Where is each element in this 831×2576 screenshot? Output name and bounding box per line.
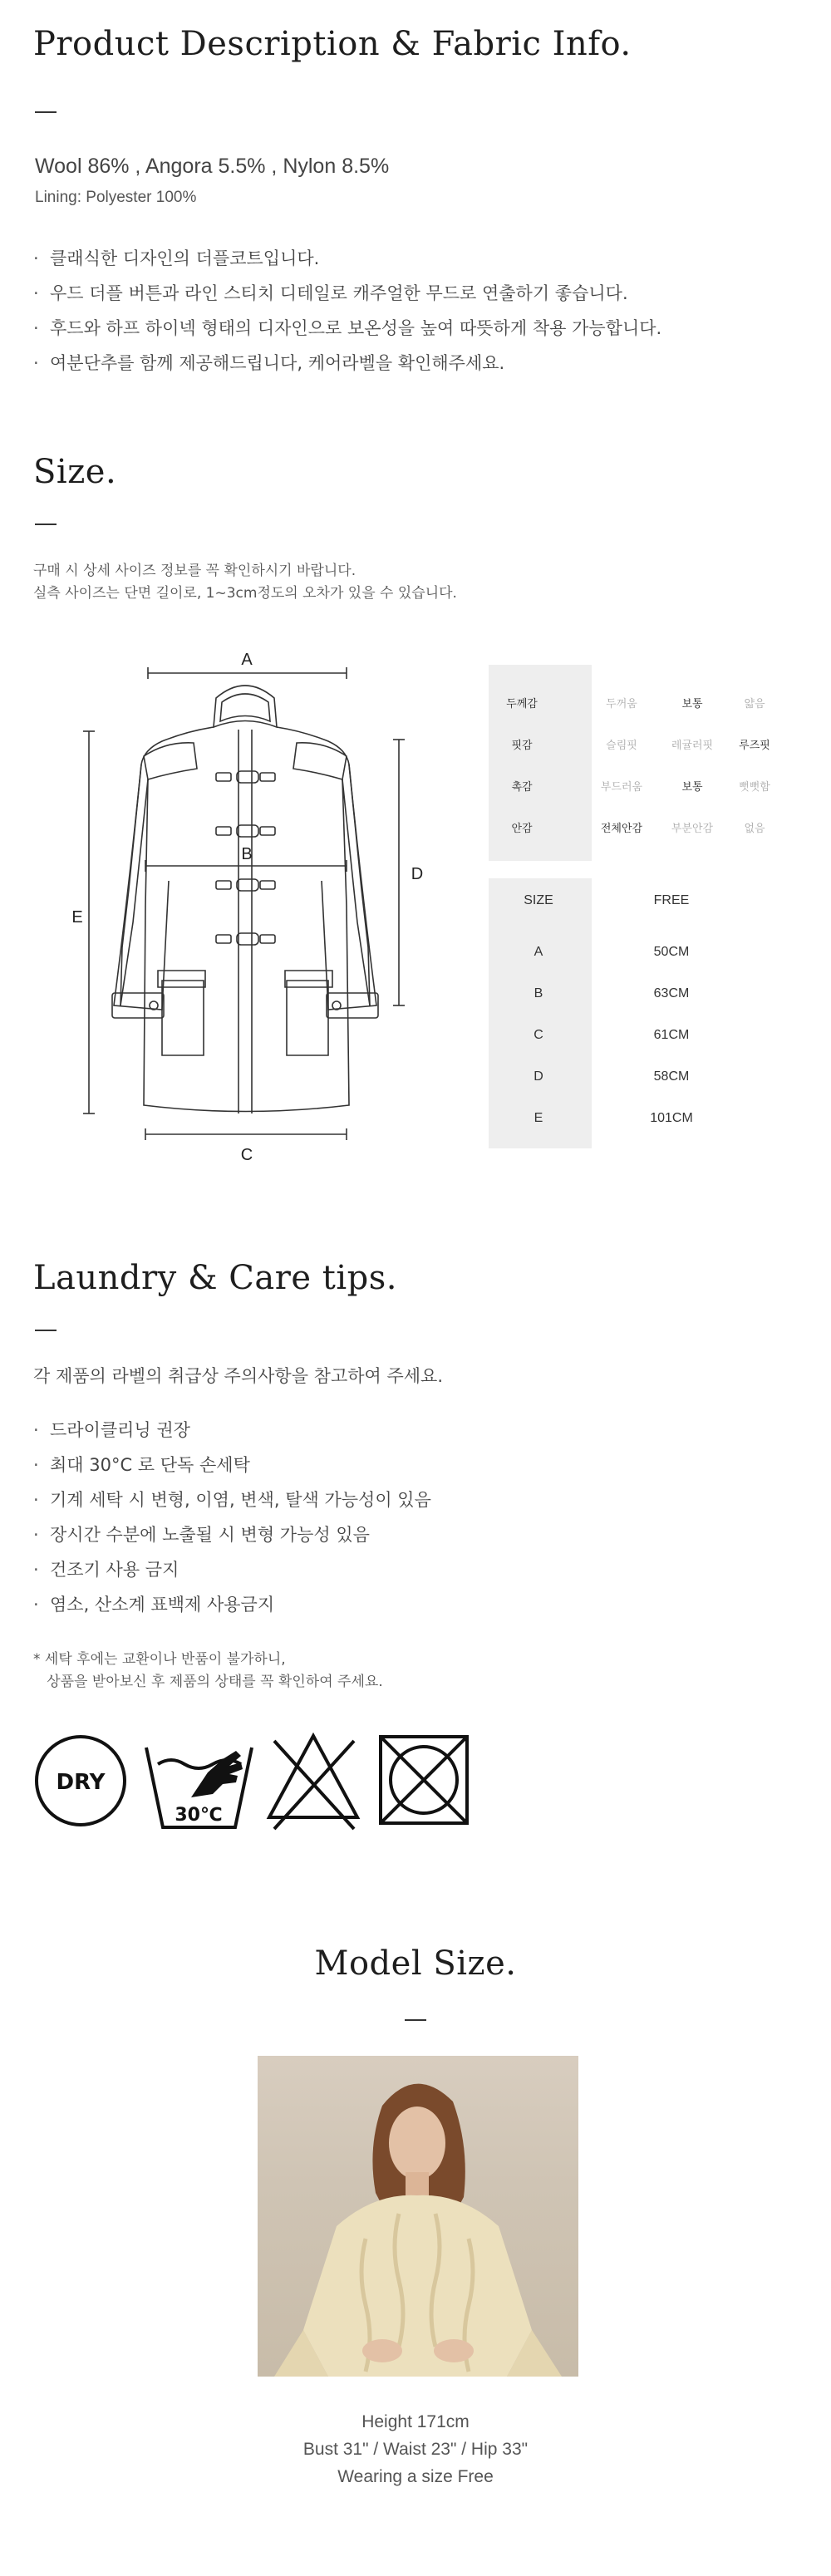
fabric-lining: Lining: Polyester 100% xyxy=(35,189,197,206)
size-value: 63CM xyxy=(653,986,690,1000)
feel-option: 슬림핏 xyxy=(606,740,637,752)
list-item: · 클래식한 디자인의 더플코트입니다. xyxy=(33,241,661,276)
laundry-warning: 상품을 받아보신 후 제품의 상태를 꼭 확인하여 주세요. xyxy=(33,1674,383,1690)
title-dash xyxy=(405,2019,426,2021)
feel-option: 보통 xyxy=(681,781,703,794)
dry-clean-icon xyxy=(33,1733,129,1829)
feel-label: 촉감 xyxy=(511,781,533,794)
list-item: · 건조기 사용 금지 xyxy=(33,1552,431,1587)
feel-option: 없음 xyxy=(744,823,765,835)
size-value: 50CM xyxy=(653,945,690,959)
size-note: 구매 시 상세 사이즈 정보를 꼭 확인하시기 바랍니다. xyxy=(33,563,356,579)
feel-row-thickness xyxy=(489,695,788,711)
model-photo xyxy=(258,2056,578,2377)
size-label-column xyxy=(489,878,592,1148)
feel-option: 레귤러핏 xyxy=(671,740,714,752)
no-tumble-dry-icon xyxy=(377,1733,470,1826)
list-item: · 기계 세탁 시 변형, 이염, 변색, 탈색 가능성이 있음 xyxy=(33,1482,431,1517)
size-value: 58CM xyxy=(653,1069,690,1084)
model-title: Model Size. xyxy=(314,1944,517,1983)
fabric-feel-table xyxy=(489,665,788,861)
table-row xyxy=(489,986,788,1005)
model-info xyxy=(0,2408,831,2490)
model-wearing-size: Wearing a size Free xyxy=(337,2467,494,2486)
feel-option: 두꺼움 xyxy=(606,698,637,710)
table-row xyxy=(489,945,788,963)
table-header-free: FREE xyxy=(653,893,690,907)
feel-label: 두께감 xyxy=(506,698,538,710)
list-item: · 드라이클리닝 권장 xyxy=(33,1413,431,1448)
size-title: Size. xyxy=(33,453,117,491)
size-key: E xyxy=(534,1111,543,1125)
feel-option: 전체안감 xyxy=(600,823,643,835)
list-item: · 후드와 하프 하이넥 형태의 디자인으로 보온성을 높여 따뜻하게 착용 가능합니다. xyxy=(33,311,661,346)
coat-size-diagram xyxy=(62,640,445,1172)
feel-label: 핏감 xyxy=(511,740,533,752)
size-value: 101CM xyxy=(650,1111,693,1125)
table-row xyxy=(489,1028,788,1046)
feel-row-fit xyxy=(489,736,788,753)
laundry-bullet-list xyxy=(33,1413,431,1622)
list-item: · 최대 30°C 로 단독 손세탁 xyxy=(33,1448,431,1482)
feel-option: 얇음 xyxy=(744,698,765,710)
title-dash xyxy=(35,111,57,113)
feel-row-touch xyxy=(489,778,788,794)
list-item: · 장시간 수분에 노출될 시 변형 가능성 있음 xyxy=(33,1517,431,1552)
diagram-label-a: A xyxy=(241,651,253,669)
size-key: D xyxy=(534,1069,543,1084)
fabric-title: Product Description & Fabric Info. xyxy=(33,25,632,63)
title-dash xyxy=(35,1330,57,1331)
table-row xyxy=(489,1069,788,1088)
size-key: B xyxy=(534,986,543,1000)
feel-option: 보통 xyxy=(681,698,703,710)
model-measurements: Bust 31" / Waist 23" / Hip 33" xyxy=(302,2440,529,2459)
model-height: Height 171cm xyxy=(361,2412,470,2431)
laundry-title: Laundry & Care tips. xyxy=(33,1259,397,1297)
size-table xyxy=(489,878,788,1148)
feel-option: 뻣뻣함 xyxy=(739,781,770,794)
table-row xyxy=(489,1111,788,1129)
model-photo-illustration xyxy=(258,2056,578,2377)
diagram-label-c: C xyxy=(240,1146,253,1164)
fabric-composition: Wool 86% , Angora 5.5% , Nylon 8.5% xyxy=(35,155,390,178)
title-dash xyxy=(35,524,57,525)
size-key: A xyxy=(534,945,543,959)
dry-label: DRY xyxy=(56,1770,106,1795)
table-header-size: SIZE xyxy=(524,893,553,907)
list-item: · 우드 더플 버튼과 라인 스티치 디테일로 캐주얼한 무드로 연출하기 좋습니다. xyxy=(33,276,661,311)
feel-option: 부분안감 xyxy=(671,823,714,835)
diagram-label-d: D xyxy=(411,865,424,883)
size-value: 61CM xyxy=(653,1028,690,1042)
wash-temp-label: 30℃ xyxy=(175,1805,223,1826)
feel-option: 부드러움 xyxy=(600,781,643,794)
size-key: C xyxy=(534,1028,543,1042)
list-item: · 여분단추를 함께 제공해드립니다, 케어라벨을 확인해주세요. xyxy=(33,346,661,381)
diagram-label-b: B xyxy=(241,845,253,863)
no-bleach-icon xyxy=(264,1731,362,1832)
laundry-warning: * 세탁 후에는 교환이나 반품이 불가하니, xyxy=(33,1651,286,1668)
feel-option: 루즈핏 xyxy=(739,740,770,752)
feel-label: 안감 xyxy=(511,823,533,835)
feel-row-lining xyxy=(489,819,788,836)
laundry-intro: 각 제품의 라벨의 취급상 주의사항을 참고하여 주세요. xyxy=(33,1366,444,1386)
table-header xyxy=(489,893,788,912)
diagram-label-e: E xyxy=(71,908,83,927)
hand-wash-30-icon xyxy=(143,1731,255,1832)
list-item: · 염소, 산소계 표백제 사용금지 xyxy=(33,1587,431,1622)
size-note: 실측 사이즈는 단면 길이로, 1~3cm정도의 오차가 있을 수 있습니다. xyxy=(33,585,457,602)
fabric-bullet-list xyxy=(33,241,661,381)
